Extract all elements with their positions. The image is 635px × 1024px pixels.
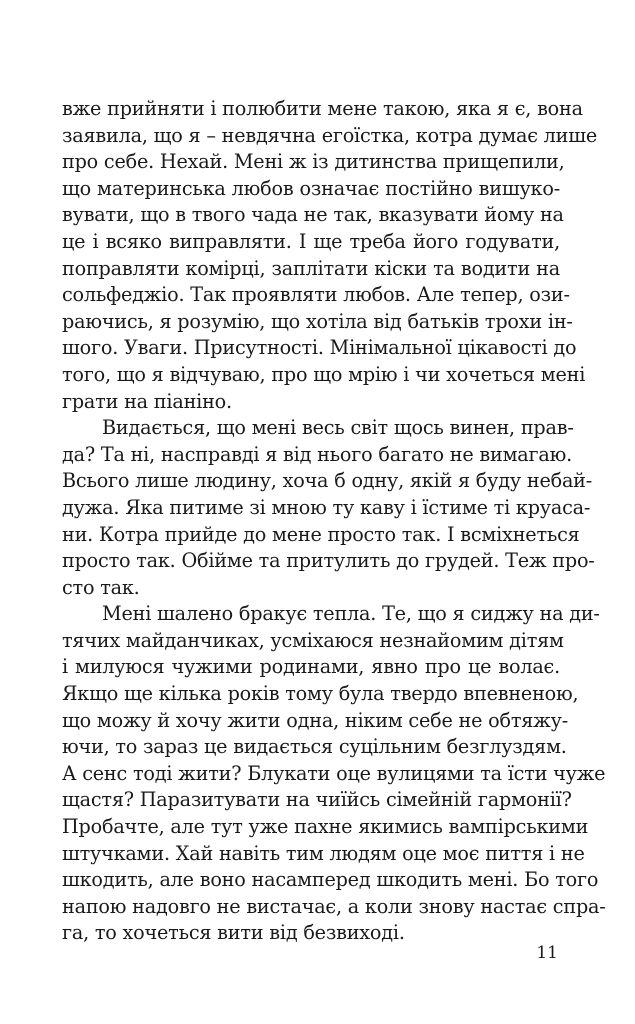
text-line: Якщо ще кілька років тому була твердо впевненою,	[62, 682, 579, 706]
text-line: ни. Котра прийде до мене просто так. І всміхнеться	[62, 522, 580, 546]
body-text	[62, 96, 606, 947]
text-line: Всього лише людину, хоча б одну, якій я буду небай-	[62, 469, 593, 493]
paragraph-start-line: Мені шалено бракує тепла. Те, що я сиджу на ди-	[102, 602, 600, 626]
text-line: вувати, що в твого чада не так, вказувати йому на	[62, 203, 564, 227]
text-line: сольфеджіо. Так проявляти любов. Але тепер, ози-	[62, 283, 570, 307]
text-line: грати на піаніно.	[62, 389, 232, 413]
text-line: дужа. Яка питиме зі мною ту каву і їстиме ті круаса-	[62, 495, 591, 519]
text-line: тячих майданчиках, усміхаюся незнайомим дітям	[62, 628, 564, 652]
text-line: шкодить, але воно насамперед шкодить мені. Бо того	[62, 868, 599, 892]
text-line: сто так.	[62, 575, 140, 599]
text-line: да? Та ні, насправді я від нього багато не вимагаю.	[62, 442, 573, 466]
page-number: 11	[536, 943, 558, 963]
text-line: штучками. Хай навіть тим людям оце моє пиття і не	[62, 841, 585, 865]
text-line: це і всяко виправляти. І ще треба його годувати,	[62, 229, 560, 253]
text-line: просто так. Обійме та притулить до грудей. Теж про-	[62, 549, 595, 573]
text-line: про себе. Нехай. Мені ж із дитинства прищепили,	[62, 150, 565, 174]
text-line: Пробачте, але тут уже пахне якимись вампірськими	[62, 815, 589, 839]
text-line: щастя? Паразитувати на чиїйсь сімейній гармонії?	[62, 788, 572, 812]
text-line: напою надовго не вистачає, а коли знову настає спра-	[62, 894, 606, 918]
text-line: ючи, то зараз це видається суцільним безглуздям.	[62, 735, 567, 759]
paragraph-start-line: Видається, що мені весь світ щось винен, прав-	[102, 416, 574, 440]
text-line: А сенс тоді жити? Блукати оце вулицями та їсти чуже	[62, 761, 606, 785]
text-line: заявила, що я – невдячна егоїстка, котра думає лише	[62, 123, 598, 147]
text-line: того, що я відчуваю, про що мрію і чи хочеться мені	[62, 362, 586, 386]
text-line: га, то хочеться вити від безвиході.	[62, 921, 405, 945]
text-line: поправляти комірці, заплітати кіски та водити на	[62, 256, 560, 280]
text-line: раючись, я розумію, що хотіла від батьків трохи ін-	[62, 309, 573, 333]
text-line: що материнська любов означає постійно вишуко-	[62, 176, 560, 200]
text-line: шого. Уваги. Присутності. Мінімальної цікавості до	[62, 336, 577, 360]
text-line: вже прийняти і полюбити мене такою, яка я є, вона	[62, 97, 583, 120]
text-line: і милуюся чужими родинами, явно про це волає.	[62, 655, 560, 679]
text-line: що можу й хочу жити одна, ніким себе не обтяжу-	[62, 708, 569, 732]
